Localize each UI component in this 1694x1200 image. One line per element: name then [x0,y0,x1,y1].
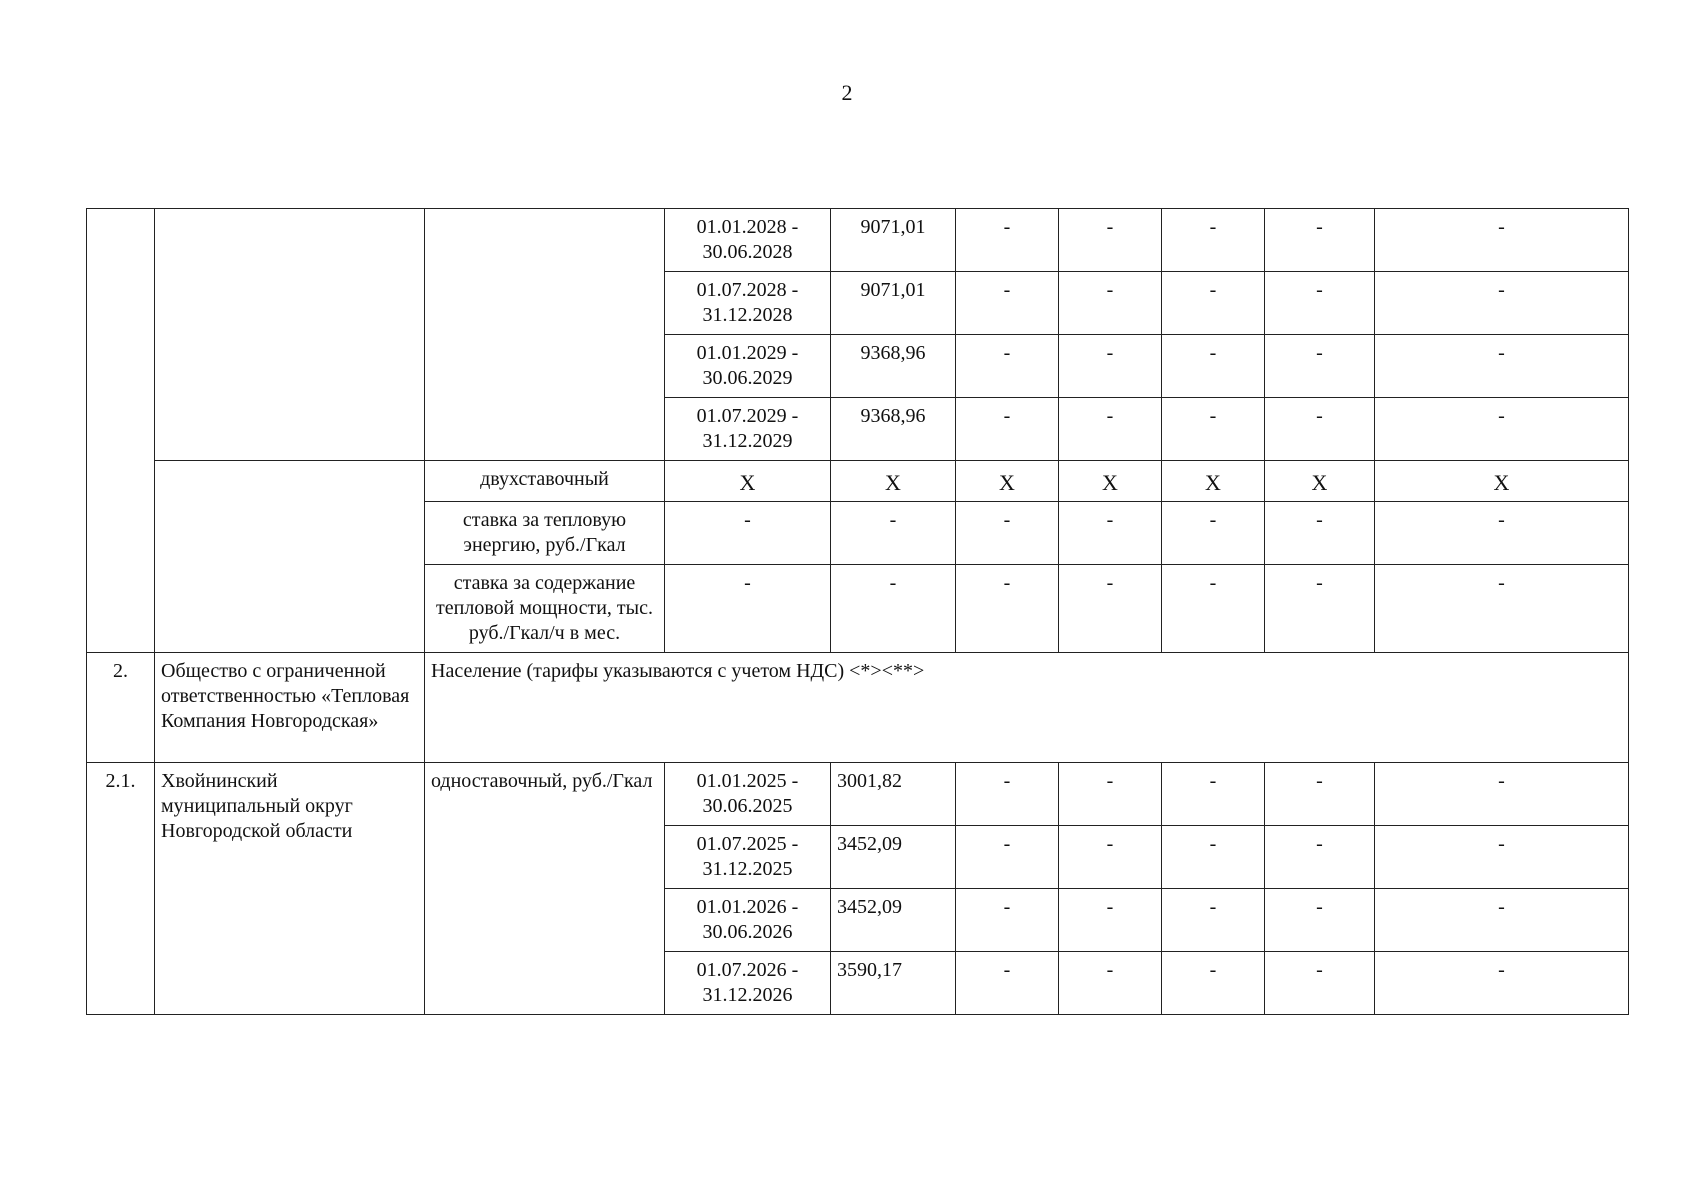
col-cell: - [1375,335,1629,398]
col-cell: X [831,461,956,502]
col-cell: - [1265,952,1375,1015]
area-cell [155,209,425,461]
page-number: 2 [841,80,853,105]
col-cell: - [1375,272,1629,335]
col-cell: X [1059,461,1162,502]
col-cell: - [1375,826,1629,889]
col-cell: - [1059,565,1162,653]
col-cell: X [1265,461,1375,502]
col-cell: - [1162,565,1265,653]
rate-type: одноставочный, руб./Гкал [425,763,665,1015]
col-cell: - [1162,209,1265,272]
col-cell: - [956,272,1059,335]
col-cell: - [665,565,831,653]
col-cell: - [1162,889,1265,952]
col-cell: X [665,461,831,502]
table-row [87,461,1629,502]
col-cell: - [1162,272,1265,335]
rate-label-cell: двухставочный [425,461,665,502]
col-cell: - [1059,209,1162,272]
col-cell: - [956,763,1059,826]
col-cell: - [1265,335,1375,398]
col-cell: - [1375,398,1629,461]
col-cell: - [956,826,1059,889]
col-cell: - [665,502,831,565]
col-cell: - [1375,889,1629,952]
col-cell: - [1265,502,1375,565]
col-cell: - [1059,889,1162,952]
col-cell: - [1265,889,1375,952]
organization-name: Общество с ограниченной ответственностью «Тепловая Компания Новгородская» [155,653,425,763]
col-cell: - [1162,826,1265,889]
period-cell: 01.07.2029 - 31.12.2029 [665,398,831,461]
table-row [87,209,1629,272]
col-cell: - [956,502,1059,565]
period-cell: 01.01.2029 - 30.06.2029 [665,335,831,398]
col-cell: - [1059,502,1162,565]
col-cell: - [1059,952,1162,1015]
area-name: Хвойнинский муниципальный округ Новгородской области [155,763,425,1015]
col-cell: - [1375,565,1629,653]
period-cell: 01.01.2028 - 30.06.2028 [665,209,831,272]
value-cell: 3452,09 [831,826,956,889]
period-cell: 01.07.2028 - 31.12.2028 [665,272,831,335]
consumer-group: Население (тарифы указываются с учетом НДС) <*><**> [425,653,1629,763]
col-cell: - [956,889,1059,952]
tariff-table [86,208,1629,1015]
col-cell: - [1059,398,1162,461]
col-cell: - [956,565,1059,653]
col-cell: - [1375,502,1629,565]
period-cell: 01.01.2025 - 30.06.2025 [665,763,831,826]
col-cell: - [1265,763,1375,826]
col-cell: - [956,335,1059,398]
col-cell: - [1265,565,1375,653]
col-cell: - [1265,272,1375,335]
value-cell: 9071,01 [831,209,956,272]
col-cell: - [1059,763,1162,826]
period-cell: 01.07.2026 - 31.12.2026 [665,952,831,1015]
col-cell: - [1162,398,1265,461]
col-cell: - [831,565,956,653]
rate-label-cell: ставка за тепловую энергию, руб./Гкал [425,502,665,565]
col-cell: - [956,209,1059,272]
col-cell: - [1162,952,1265,1015]
value-cell: 3001,82 [831,763,956,826]
value-cell: 9071,01 [831,272,956,335]
value-cell: 9368,96 [831,335,956,398]
col-cell: - [1265,826,1375,889]
col-cell: - [1162,763,1265,826]
area-cell [155,461,425,653]
col-cell: - [1375,209,1629,272]
period-cell: 01.01.2026 - 30.06.2026 [665,889,831,952]
rate-type-cell [425,209,665,461]
row-number: 2. [87,653,155,763]
col-cell: X [1375,461,1629,502]
tariff-table-body [87,209,1629,1015]
col-cell: - [1265,398,1375,461]
rate-label-cell: ставка за содержание тепловой мощности, тыс. руб./Гкал/ч в мес. [425,565,665,653]
number-cell [87,209,155,653]
col-cell: - [1375,952,1629,1015]
col-cell: - [956,952,1059,1015]
col-cell: - [1375,763,1629,826]
col-cell: - [1162,502,1265,565]
col-cell: - [1265,209,1375,272]
col-cell: - [1059,335,1162,398]
value-cell: 3452,09 [831,889,956,952]
col-cell: - [831,502,956,565]
value-cell: 3590,17 [831,952,956,1015]
table-row [87,763,1629,826]
row-number: 2.1. [87,763,155,1015]
table-row [87,653,1629,763]
col-cell: X [956,461,1059,502]
col-cell: - [956,398,1059,461]
col-cell: - [1059,826,1162,889]
col-cell: X [1162,461,1265,502]
value-cell: 9368,96 [831,398,956,461]
col-cell: - [1059,272,1162,335]
col-cell: - [1162,335,1265,398]
period-cell: 01.07.2025 - 31.12.2025 [665,826,831,889]
